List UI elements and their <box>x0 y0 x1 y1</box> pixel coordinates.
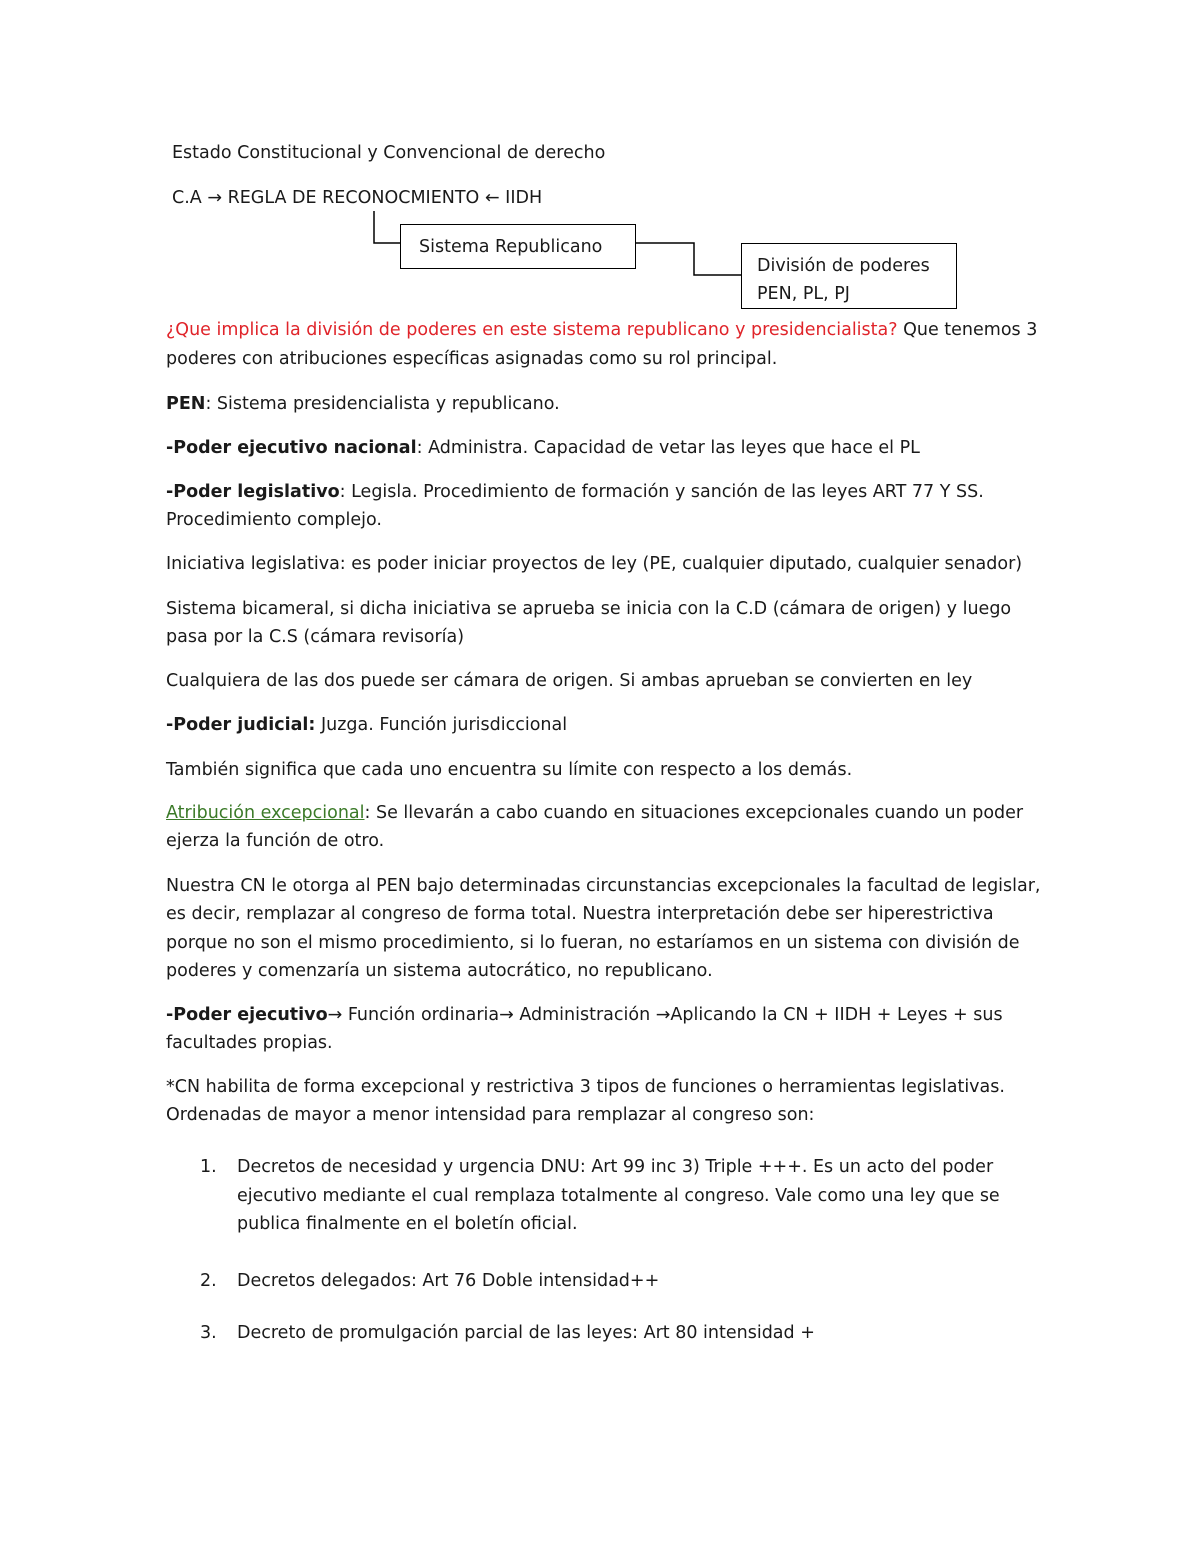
list-item-line: publica finalmente en el boletín oficial. <box>237 1214 578 1234</box>
atribucion-line <box>166 799 1023 827</box>
division-poderes-box <box>741 243 957 309</box>
question-line <box>166 316 1037 344</box>
cn-habilita-line-2: Ordenadas de mayor a menor intensidad para remplazar al congreso son: <box>166 1105 815 1125</box>
pen-line <box>166 390 560 418</box>
poder-legislativo-line <box>166 478 984 506</box>
nuestra-line-2: es decir, remplazar al congreso de forma total. Nuestra interpretación debe ser hiperestrictiva <box>166 904 994 924</box>
list-item-line: Decretos delegados: Art 76 Doble intensidad++ <box>237 1271 660 1291</box>
division-poderes-label: División de poderes <box>757 256 930 276</box>
atribucion-text: : Se llevarán a cabo cuando en situaciones excepcionales cuando un poder <box>364 803 1024 823</box>
sistema-republicano-label: Sistema Republicano <box>419 237 603 257</box>
poder-legislativo-text: : Legisla. Procedimiento de formación y sanción de las leyes ART 77 Y SS. <box>339 482 984 502</box>
list-item-number: 3. <box>200 1323 217 1343</box>
poder-ejecutivo-label: -Poder ejecutivo nacional <box>166 438 417 458</box>
answer-text: Que tenemos 3 <box>897 320 1038 340</box>
bicameral-line-2: pasa por la C.S (cámara revisoría) <box>166 627 465 647</box>
ca-label: C.A <box>172 188 202 208</box>
iniciativa-line: Iniciativa legislativa: es poder iniciar proyectos de ley (PE, cualquier diputado, cualquier senador) <box>166 554 1023 574</box>
poder-ejecutivo-line <box>166 434 920 462</box>
arrow-right-icon: → <box>655 1005 671 1025</box>
poder-legislativo-label: -Poder legislativo <box>166 482 340 502</box>
iidh-label: IIDH <box>505 188 543 208</box>
arrow-left-icon: ← <box>484 188 500 208</box>
poder-legislativo-line-2: Procedimiento complejo. <box>166 510 382 530</box>
cn-habilita-line-1: *CN habilita de forma excepcional y restrictiva 3 tipos de funciones o herramientas legislativas. <box>166 1077 1005 1097</box>
document-title: Estado Constitucional y Convencional de derecho <box>172 143 606 163</box>
poder-judicial-text: Juzga. Función jurisdiccional <box>315 715 568 735</box>
flow-step-3: Aplicando la CN + IIDH + Leyes + sus <box>670 1005 1003 1025</box>
pen-label: PEN <box>166 394 206 414</box>
list-item-number: 2. <box>200 1271 217 1291</box>
list-item-line: Decreto de promulgación parcial de las leyes: Art 80 intensidad + <box>237 1323 815 1343</box>
ejecutivo-flow-label: -Poder ejecutivo <box>166 1005 328 1025</box>
ejecutivo-flow-line <box>166 1001 1003 1029</box>
nuestra-line-4: poderes y comenzaría un sistema autocrático, no republicano. <box>166 961 713 981</box>
flow-step-2: Administración <box>513 1005 656 1025</box>
ejecutivo-flow-line-2: facultades propias. <box>166 1033 333 1053</box>
list-item-line: ejecutivo mediante el cual remplaza totalmente al congreso. Vale como una ley que se <box>237 1186 1000 1206</box>
arrow-right-icon: → <box>207 188 223 208</box>
cualquiera-line: Cualquiera de las dos puede ser cámara de origen. Si ambas aprueban se convierten en ley <box>166 671 973 691</box>
question-text: ¿Que implica la división de poderes en este sistema republicano y presidencialista? <box>166 320 898 340</box>
list-item-line: Decretos de necesidad y urgencia DNU: Art 99 inc 3) Triple +++. Es un acto del poder <box>237 1157 994 1177</box>
nuestra-line-3: porque no son el mismo procedimiento, si lo fueran, no estaríamos en un sistema con división de <box>166 933 1020 953</box>
regla-label: REGLA DE RECONOCMIENTO <box>227 188 480 208</box>
sistema-republicano-box <box>400 224 636 269</box>
poder-judicial-label: -Poder judicial: <box>166 715 316 735</box>
poder-ejecutivo-text: : Administra. Capacidad de vetar las leyes que hace el PL <box>416 438 920 458</box>
nuestra-line-1: Nuestra CN le otorga al PEN bajo determinadas circunstancias excepcionales la facultad de legislar, <box>166 876 1041 896</box>
list-item-number: 1. <box>200 1157 217 1177</box>
bicameral-line-1: Sistema bicameral, si dicha iniciativa se aprueba se inicia con la C.D (cámara de origen) y luego <box>166 599 1012 619</box>
arrow-right-icon: → <box>327 1005 343 1025</box>
flow-step-1: Función ordinaria <box>342 1005 500 1025</box>
atribucion-label: Atribución excepcional <box>166 803 365 823</box>
poder-judicial-line <box>166 711 567 739</box>
atribucion-line-2: ejerza la función de otro. <box>166 831 385 851</box>
poderes-list-label: PEN, PL, PJ <box>757 284 850 304</box>
arrow-right-icon: → <box>499 1005 514 1025</box>
tambien-line: También significa que cada uno encuentra su límite con respecto a los demás. <box>166 760 853 780</box>
pen-text: : Sistema presidencialista y republicano. <box>205 394 560 414</box>
answer-line-2: poderes con atribuciones específicas asignadas como su rol principal. <box>166 349 778 369</box>
